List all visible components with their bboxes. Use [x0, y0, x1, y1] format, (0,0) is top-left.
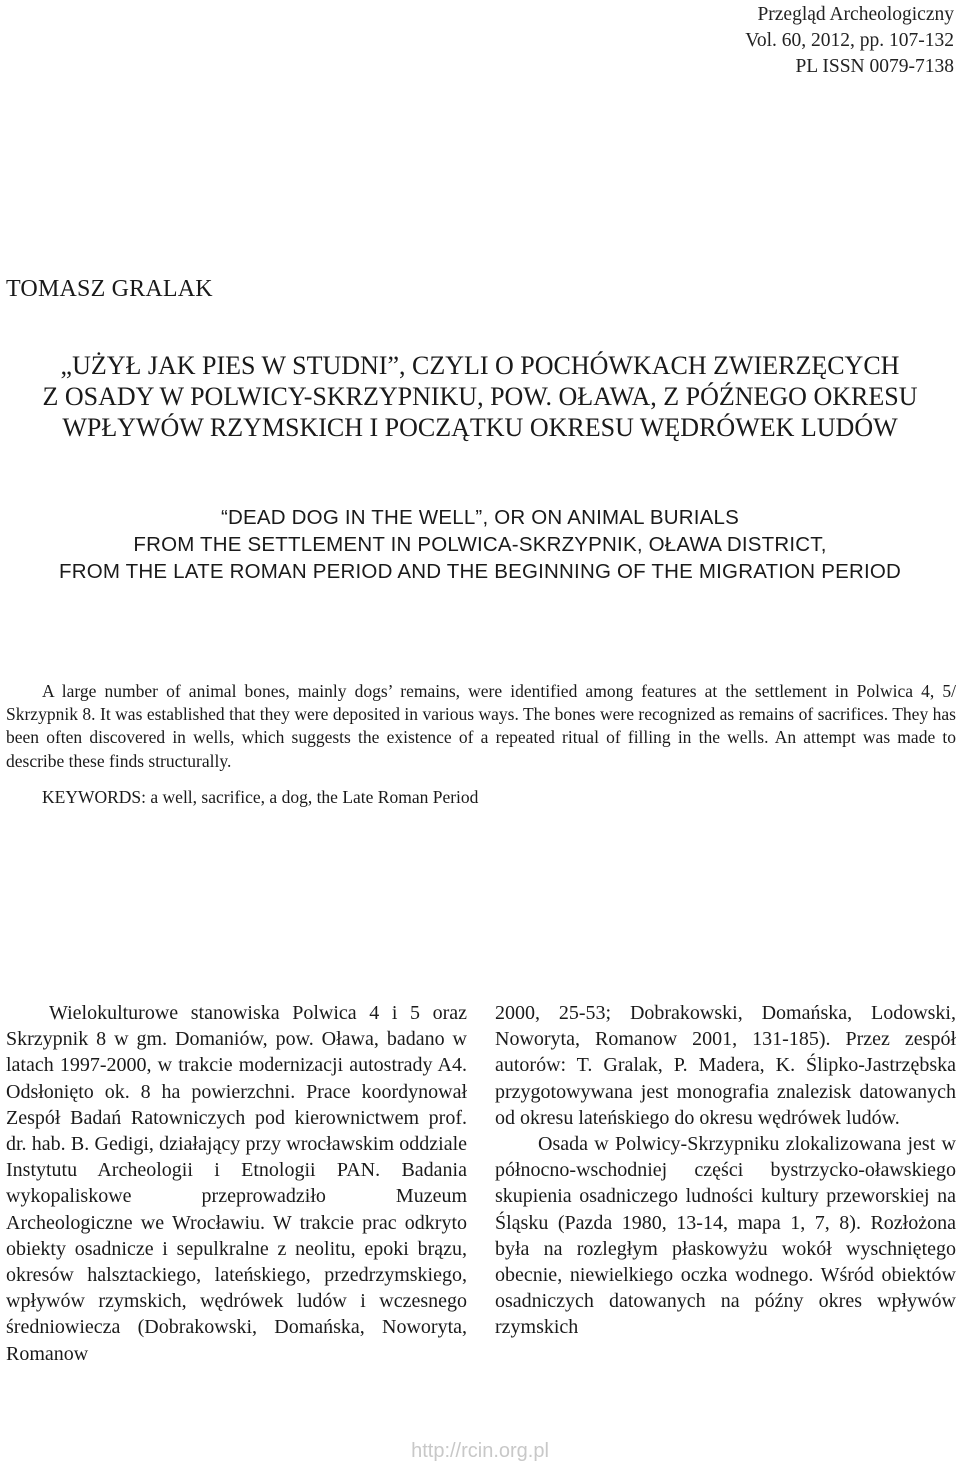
title-polish-line: „UŻYŁ JAK PIES W STUDNI”, CZYLI O POCHÓWKACH ZWIERZĘCYCH: [60, 351, 900, 380]
journal-issn: PL ISSN 0079-7138: [795, 56, 954, 77]
body-column-left: [6, 1000, 467, 1367]
abstract: [6, 680, 956, 773]
title-english-line: “DEAD DOG IN THE WELL”, OR ON ANIMAL BURIALS: [221, 506, 739, 529]
title-polish-line: WPŁYWÓW RZYMSKICH I POCZĄTKU OKRESU WĘDRÓWEK LUDÓW: [62, 413, 898, 442]
body-paragraph: 2000, 25-53; Dobrakowski, Domańska, Lodowski, Noworyta, Romanow 2001, 131-185). Przez zespół autorów: T. Gralak, P. Madera, K. Ślipko-Jastrzębska przygotowywana jest monografia znalezisk datowanych od okresu lateńskiego do okresu wędrówek ludów.: [495, 1002, 956, 1129]
abstract-text: A large number of animal bones, mainly dogs’ remains, were identified among features at the settlement in Polwica 4, 5/ Skrzypnik 8. It was established that they were deposited in various ways. The bones were recognized as remains of sacrifices. They has been often discovered in wells, which suggests the existence of a repeated ritual of filling in the wells. An attempt was made to describe these finds structurally.: [6, 681, 956, 771]
body-paragraph: Wielokulturowe stanowiska Polwica 4 i 5 oraz Skrzypnik 8 w gm. Domaniów, pow. Oława, badano w latach 1997-2000, w trakcie modernizacji autostrady A4. Odsłonięto ok. 8 ha powierzchni. Prace koordynował Zespół Badań Ratowniczych pod kierownictwem prof. dr. hab. B. Gedigi, działający przy wrocławskim oddziale Instytutu Archeologii i Etnologii PAN. Badania wykopaliskowe przeprowadziło Muzeum Archeologiczne we Wrocławiu. W trakcie prac odkryto obiekty osadnicze i sepulkralne z neolitu, epoki brązu, okresów halsztackiego, lateńskiego, przedrzymskiego, wpływów rzymskich, wędrówek ludów i wczesnego średniowiecza (Dobrakowski, Domańska, Noworyta, Romanow: [6, 1002, 467, 1365]
journal-name: Przegląd Archeologiczny: [757, 4, 954, 25]
title-polish-line: Z OSADY W POLWICY-SKRZYPNIKU, POW. OŁAWA, Z PÓŹNEGO OKRESU: [42, 382, 918, 411]
title-english: [0, 504, 960, 585]
body-column-right: [495, 1000, 956, 1341]
author-name: TOMASZ GRALAK: [6, 276, 213, 302]
journal-volume: Vol. 60, 2012, pp. 107-132: [745, 30, 954, 51]
title-polish: [0, 350, 960, 443]
keywords: KEYWORDS: a well, sacrifice, a dog, the Late Roman Period: [42, 787, 479, 807]
journal-header: [745, 2, 954, 80]
title-english-line: FROM THE LATE ROMAN PERIOD AND THE BEGINNING OF THE MIGRATION PERIOD: [58, 560, 902, 583]
title-english-line: FROM THE SETTLEMENT IN POLWICA-SKRZYPNIK, OŁAWA DISTRICT,: [133, 533, 827, 556]
body-paragraph: Osada w Polwicy-Skrzypniku zlokalizowana jest w północno-wschodniej części bystrzycko-oławskiego skupienia osadniczego ludności kultury przeworskiej na Śląsku (Pazda 1980, 13-14, mapa 1, 7, 8). Rozłożona była na rozległym płaskowyżu wokół wyschniętego obecnie, niewielkiego oczka wodnego. Wśród obiektów osadniczych datowanych na późny okres wpływów rzymskich: [495, 1133, 956, 1339]
footer-url[interactable]: http://rcin.org.pl: [411, 1440, 549, 1462]
